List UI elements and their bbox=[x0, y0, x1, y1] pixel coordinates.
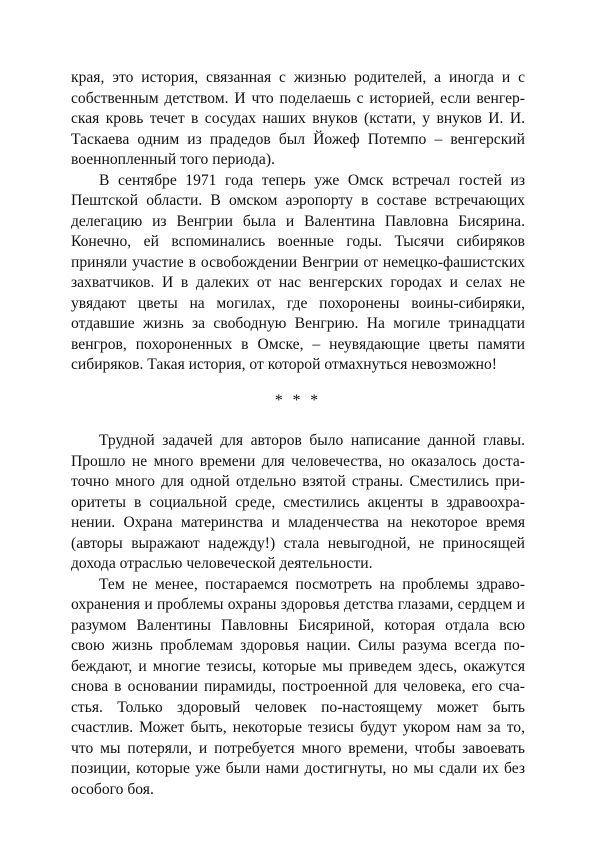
paragraph-3: Трудной задачей для авторов было написание данной главы. Прошло не много времени для человечества, но оказалось достаточно много для одной отдельно взятой страны. Сместились приоритеты в социальной среде, сместились акценты в здравоохранении. Охрана материнства и младенчества на некоторое время (авторы выражают надежду!) стала невыгодной, не приносящей дохода отраслью человеческой деятельности. bbox=[71, 432, 525, 572]
section-separator: * * * bbox=[274, 391, 322, 409]
paragraph-4: Тем не менее, постараемся посмотреть на проблемы здравоохранения и проблемы охраны здоровья детства глазами, сердцем и разумом Валентины Павловны Бисяриной, которая отдала всю свою жизнь проблемам здоровья нации. Силы разума всегда побеждают, и многие тезисы, которые мы приведем здесь, окажутся снова в основании пирамиды, построенной для человека, его счастья. Только здоровый человек по-настоящему может быть счастлив. Может быть, некоторые тезисы будут укором нам за то, что мы потеряли, и потребуется много времени, чтобы завоевать позиции, которые уже были нами достигнуты, но мы сдали их без особого боя. bbox=[71, 575, 525, 798]
paragraph-1: края, это история, связанная с жизнью родителей, а иногда и с собственным детством. И что поделаешь с историей, если венгерская кровь течет в сосудах наших внуков (кстати, у внуков И. И. Таскаева одним из прадедов был Йожеф Потемпо – венгерский военнопленный того периода). bbox=[71, 69, 525, 168]
paragraph-2: В сентябре 1971 года теперь уже Омск встречал гостей из Пештской области. В омском аэропорту в составе встречающих делегацию из Венгрии была и Валентина Павловна Бисярина. Конечно, ей вспоминались военные годы. Тысячи сибиряков приняли участие в освобождении Венгрии от немецко-фашистских захватчиков. И в далеких от нас венгерских городах и селах не увядают цветы на могилах, где похоронены воины-сибиряки, отдавшие жизнь за свободную Венгрию. На могиле тринадцати венгров, похороненных в Омске, – неувядающие цветы памяти сибиряков. Такая история, от которой отмахнуться невозможно! bbox=[71, 171, 525, 373]
document-page bbox=[71, 68, 525, 800]
